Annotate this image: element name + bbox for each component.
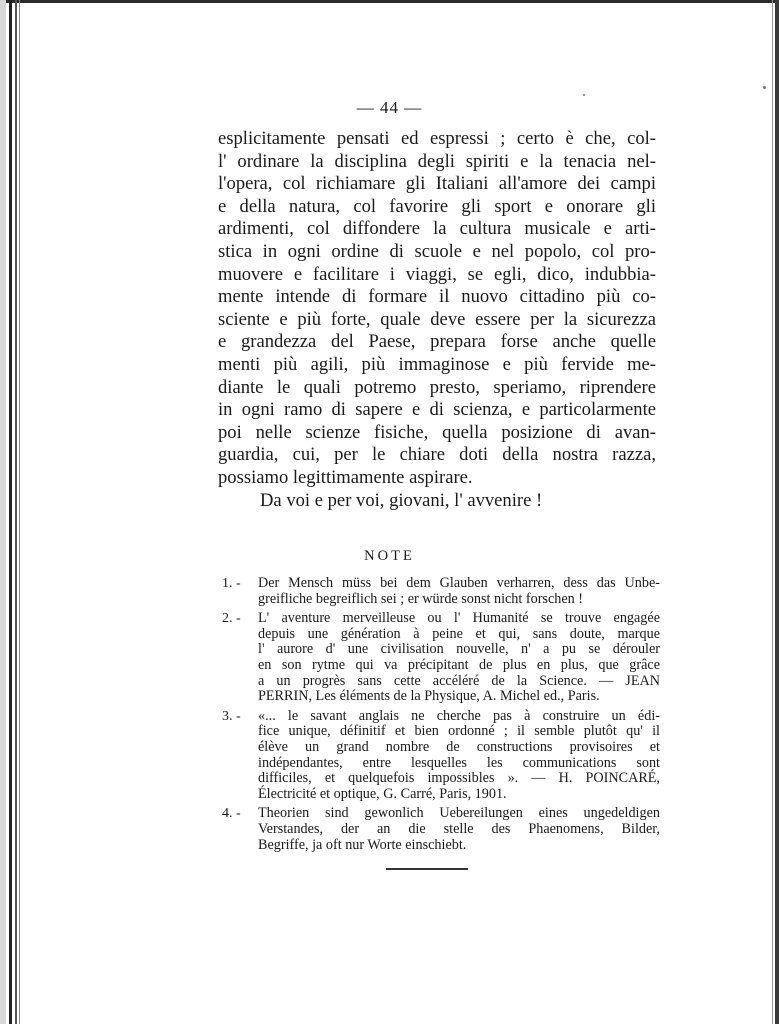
footnote-line: L' aventure merveilleuse ou l' Humanité se trouve engagée	[258, 610, 660, 627]
footnote-line: «... le savant anglais ne cherche pas à construire un édi-	[258, 707, 660, 724]
body-line: e della natura, col favorire gli sport e onorare gli	[218, 195, 656, 217]
footnote	[222, 576, 660, 607]
footnote-line: a un progrès sans cette accéléré de la Science. — JEAN	[258, 672, 660, 689]
footnote-line: Électricité et optique, G. Carré, Paris, 1901.	[258, 785, 507, 802]
footnote	[222, 806, 660, 853]
closing-line: Da voi e per voi, giovani, l' avvenire !	[260, 489, 543, 511]
footnote-line: Theorien sind gewonlich Uebereilungen eines ungedeldigen	[258, 805, 660, 822]
footnote-line: Der Mensch müss bei dem Glauben verharren, dess das Unbe-	[258, 575, 660, 591]
footnote-line: PERRIN, Les éléments de la Physique, A. Michel ed., Paris.	[258, 688, 600, 705]
body-line: esplicitamente pensati ed espressi ; certo è che, col-	[218, 128, 656, 149]
body-line: sciente e più forte, quale deve essere per la sicurezza	[218, 308, 656, 330]
left-edge-shadow	[0, 0, 6, 1024]
top-border	[0, 0, 779, 3]
body-line: diante le quali potremo presto, speriamo, riprendere	[218, 376, 656, 398]
footnote	[222, 709, 660, 803]
footnote-number: 2. -	[222, 611, 241, 627]
left-border-line	[15, 0, 17, 1024]
footnote-line: Begriffe, ja oft nur Worte einschiebt.	[258, 836, 467, 853]
body-line: possiamo legittimamente aspirare.	[218, 466, 473, 488]
scan-speck	[763, 86, 766, 89]
body-line: l' ordinare la disciplina degli spiriti e la tenacia nel-	[218, 150, 656, 172]
footnote	[222, 611, 660, 705]
footnote-line: depuis une génération à peine et qui, sans doute, marque	[258, 625, 660, 642]
body-line: l'opera, col richiamare gli Italiani all'amore dei campi	[218, 173, 656, 195]
footnote-line: fice unique, définitif et bien ordonné ; il semble plutôt qu' il	[258, 723, 660, 740]
scan-speck	[583, 94, 585, 96]
footnote-number: 1. -	[222, 576, 241, 591]
body-line: e grandezza del Paese, prepara forse anche quelle	[218, 331, 656, 353]
footnote-line: difficiles, et quelquefois impossibles ». — H. POINCARÉ,	[258, 770, 660, 787]
page-number: — 44 —	[356, 98, 423, 117]
left-border-line	[9, 0, 12, 1024]
footnote-line: Verstandes, der an die stelle des Phaenomens, Bilder,	[258, 820, 660, 837]
body-line: mente intende di formare il nuovo cittadino più co-	[218, 286, 656, 308]
body-paragraph	[218, 128, 656, 512]
footnote-line: greifliche begreiflich sei ; er würde sonst nicht forschen !	[258, 590, 584, 607]
footnote-line: l' aurore d' une civilisation nouvelle, n' a pu se dérouler	[258, 641, 660, 658]
notes-heading: NOTE	[364, 548, 415, 564]
body-line: menti più agili, più immaginose e più fervide me-	[218, 353, 656, 375]
body-line: in ogni ramo di sapere e di scienza, e particolarmente	[218, 399, 656, 421]
footnote-line: en son rytme qui va précipitant de plus en plus, que grâce	[258, 656, 660, 673]
footnote-number: 3. -	[222, 708, 241, 724]
footnote-number: 4. -	[222, 806, 241, 822]
body-line: muovere e facilitare i viaggi, se egli, dico, indubbia-	[218, 263, 656, 285]
body-line: poi nelle scienze fisiche, quella posizione di avan-	[218, 421, 656, 443]
body-line: stica in ogni ordine di scuole e nel popolo, col pro-	[218, 240, 656, 262]
footnote-line: élève un grand nombre de constructions provisoires et	[258, 738, 660, 755]
body-line: ardimenti, col diffondere la cultura musicale e arti-	[218, 218, 656, 240]
body-line: guardia, cui, per le chiare doti della nostra razza,	[218, 444, 656, 466]
left-border-line	[19, 0, 20, 1024]
footnote-line: indépendantes, entre lesquelles les communications sont	[258, 754, 660, 771]
end-rule	[386, 868, 468, 870]
notes-list	[222, 576, 660, 857]
right-border-line	[775, 0, 779, 1024]
right-border-line	[772, 0, 773, 1024]
